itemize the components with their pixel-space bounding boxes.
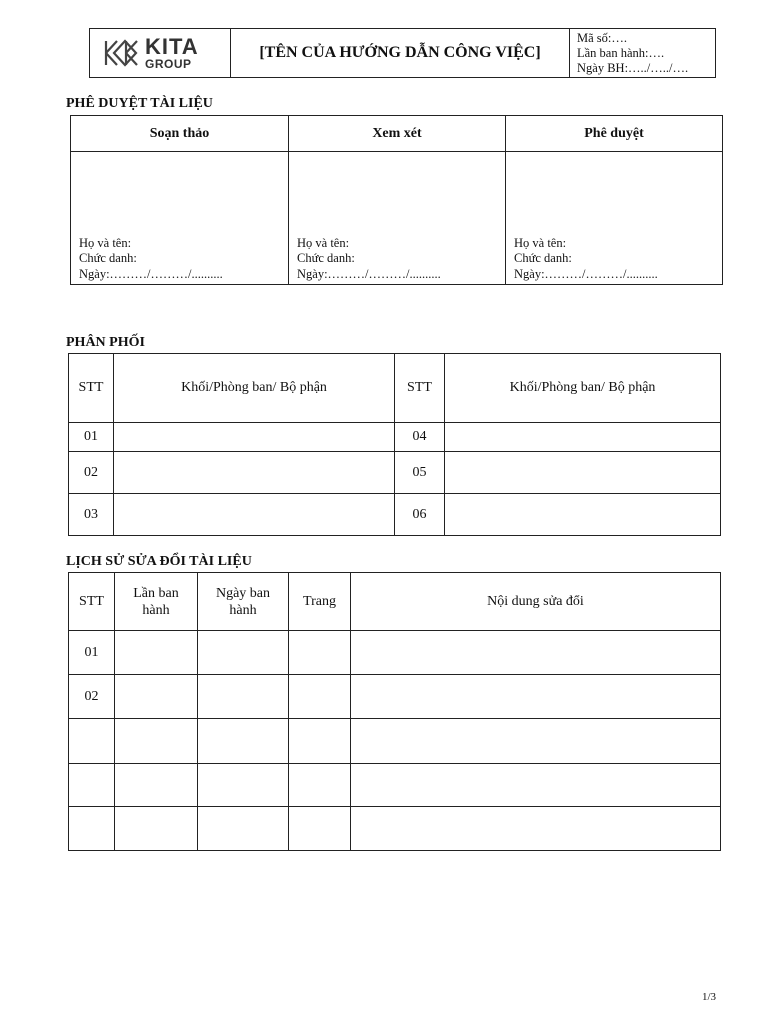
hist-cell-date [198,764,289,807]
approval-signature-approve [506,152,723,285]
signature-name-label: Họ và tên: [79,235,132,250]
distribution-section-title: PHÂN PHỐI [66,335,145,350]
dist-cell-dept [114,494,395,536]
revision-history-table [68,572,721,851]
approval-table [70,115,723,285]
hist-cell-issue [115,764,198,807]
hist-cell-issue [115,675,198,719]
dist-cell-dept [445,452,721,494]
dist-cell-stt: 03 [69,494,114,536]
hist-cell-issue [115,719,198,764]
hist-cell-stt [69,807,115,851]
logo-kita-text: KITA [145,34,199,59]
approval-section-title: PHÊ DUYỆT TÀI LIỆU [66,96,213,111]
signature-name-label: Họ và tên: [297,235,350,250]
dist-cell-dept [114,423,395,452]
signature-title-label: Chức danh: [79,251,137,265]
hist-cell-issue [115,807,198,851]
hist-cell-page [289,807,351,851]
dist-cell-dept [114,452,395,494]
hist-cell-issue [115,631,198,675]
signature-date-label: Ngày:………/………/.......... [79,266,223,281]
hist-cell-page [289,719,351,764]
hist-cell-date [198,719,289,764]
hist-cell-content [351,807,721,851]
hist-cell-stt [69,719,115,764]
signature-date-label: Ngày:………/………/.......... [514,266,658,281]
dist-cell-dept [445,494,721,536]
hist-cell-content [351,675,721,719]
distribution-table [68,353,721,536]
dist-cell-stt: 04 [395,423,445,452]
hist-cell-page [289,764,351,807]
signature-title-label: Chức danh: [297,251,355,265]
hist-cell-date [198,807,289,851]
approval-signature-review [289,152,506,285]
hist-cell-stt [69,764,115,807]
dist-header-stt: STT [395,354,445,423]
meta-date: Ngày BH:…../…../…. [577,60,689,75]
dist-header-stt: STT [69,354,114,423]
approval-heading-draft: Soạn thảo [71,116,289,152]
history-section-title: LỊCH SỬ SỬA ĐỔI TÀI LIỆU [66,554,252,569]
hist-cell-content [351,764,721,807]
logo-group-text: GROUP [145,57,192,71]
document-meta [570,29,716,78]
dist-cell-dept [445,423,721,452]
company-logo [90,29,230,77]
hist-header-page: Trang [289,573,351,631]
approval-signature-draft [71,152,289,285]
document-header [89,28,716,78]
hist-cell-page [289,675,351,719]
approval-heading-review: Xem xét [289,116,506,152]
hist-cell-content [351,631,721,675]
dist-cell-stt: 06 [395,494,445,536]
hist-cell-date [198,675,289,719]
dist-header-dept: Khối/Phòng ban/ Bộ phận [445,354,721,423]
dist-cell-stt: 02 [69,452,114,494]
hist-cell-stt: 01 [69,631,115,675]
kita-logo-icon [104,38,140,68]
meta-issue: Lần ban hành:…. [577,45,665,60]
hist-cell-page [289,631,351,675]
hist-cell-content [351,719,721,764]
hist-header-date: Ngày ban hành [198,573,289,631]
hist-cell-date [198,631,289,675]
signature-date-label: Ngày:………/………/.......... [297,266,441,281]
dist-header-dept: Khối/Phòng ban/ Bộ phận [114,354,395,423]
hist-header-content: Nội dung sửa đổi [351,573,721,631]
signature-name-label: Họ và tên: [514,235,567,250]
approval-heading-approve: Phê duyệt [506,116,723,152]
page-number: 1/3 [701,991,716,1003]
document-title: [TÊN CỦA HƯỚNG DẪN CÔNG VIỆC] [231,29,570,78]
meta-code: Mã số:…. [577,30,627,45]
dist-cell-stt: 05 [395,452,445,494]
signature-title-label: Chức danh: [514,251,572,265]
hist-cell-stt: 02 [69,675,115,719]
hist-header-stt: STT [69,573,115,631]
dist-cell-stt: 01 [69,423,114,452]
logo-cell [90,29,231,78]
hist-header-issue: Lần ban hành [115,573,198,631]
